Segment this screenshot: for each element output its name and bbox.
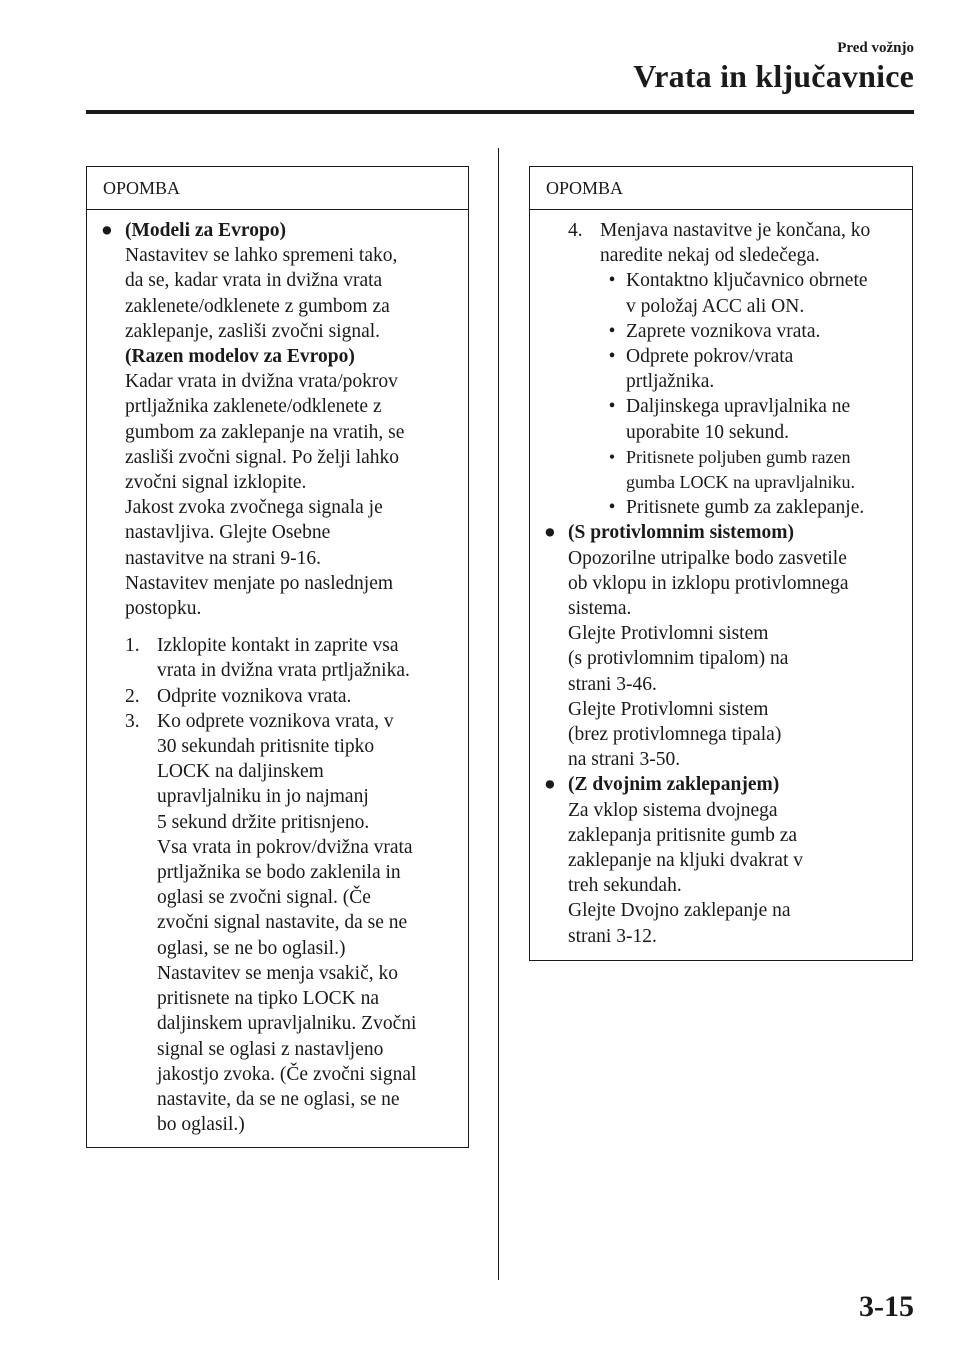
bullet-line: postopku. [125,598,202,620]
bullet-line: zvočni signal izklopite. [125,472,307,494]
step-line: LOCK na daljinskem [157,761,324,783]
sub-bullet-line: gumba LOCK na upravljalniku. [626,472,855,493]
section-title: Vrata in ključavnice [633,58,914,94]
bullet-line: Kadar vrata in dvižna vrata/pokrov [125,371,398,393]
bullet-line: Glejte Protivlomni sistem [568,698,769,720]
bullet-line: prtljažnika zaklenete/odklenete z [125,396,382,418]
bullet-item [544,772,906,948]
section-label: Pred vožnjo [837,40,914,56]
step-number: 2. [125,685,140,707]
bullet-icon: • [608,497,616,519]
bullet-line: Glejte Dvojno zaklepanje na [568,900,791,922]
bullet-icon: • [608,346,616,368]
sub-bullet-item [568,268,906,318]
sub-bullet-line: Pritisnete gumb za zaklepanje. [626,497,865,519]
bullet-item [544,520,906,772]
bullet-line: Opozorilne utripalke bodo zasvetile [568,547,847,569]
bullet-icon: • [608,396,616,418]
bullet-line: Za vklop sistema dvojnega [568,799,778,821]
bullet-icon: • [608,270,616,292]
header-rule [86,110,914,114]
step-item [125,633,462,683]
step-line: 30 sekundah pritisnite tipko [157,736,375,758]
step-number: 1. [125,635,140,657]
bullet-title: (Z dvojnim zaklepanjem) [568,774,780,796]
bullet-line: (s protivlomnim tipalom) na [568,648,789,670]
step-number: 4. [568,220,583,241]
step-line: upravljalniku in jo najmanj [157,786,369,808]
step-number: 3. [125,710,140,732]
sub-bullet-line: v položaj ACC ali ON. [626,295,805,317]
step-line: vrata in dvižna vrata prtljažnika. [157,660,410,682]
step-line: naredite nekaj od sledečega. [600,245,820,267]
bullet-line: da se, kadar vrata in dvižna vrata [125,270,383,292]
sub-bullet-line: Kontaktno ključavnico obrnete [626,270,868,292]
bullet-line: Jakost zvoka zvočnega signala je [125,497,383,519]
bullet-line: nastavitve na strani 9-16. [125,547,322,569]
sub-bullet-line: Pritisnete poljuben gumb razen [626,446,851,467]
bullet-title: (Modeli za Evropo) [125,220,287,241]
bullet-subtitle: (Razen modelov za Evropo) [125,346,355,368]
bullet-icon: ● [101,220,113,241]
step-line: nastavite, da se ne oglasi, se ne [157,1088,400,1110]
sub-bullet-item [568,319,906,344]
bullet-title: (S protivlomnim sistemom) [568,522,795,544]
bullet-line: strani 3-46. [568,673,657,695]
bullet-line: treh sekundah. [568,875,682,897]
sub-bullet-item [568,394,906,444]
bullet-line: na strani 3-50. [568,749,681,771]
step-line: bo oglasil.) [157,1114,245,1136]
step-line: Ko odprete voznikova vrata, v [157,710,394,732]
step-line: Odprite voznikova vrata. [157,685,352,707]
sub-bullet-line: uporabite 10 sekund. [626,421,790,443]
step-item [568,218,906,268]
note-box-right [529,166,913,961]
bullet-line: (brez protivlomnega tipala) [568,724,782,746]
step-line: prtljažnika se bodo zaklenila in [157,862,401,884]
step-line: jakostjo zvoka. (Če zvočni signal [157,1063,417,1085]
bullet-line: nastavljiva. Glejte Osebne [125,522,331,544]
note-body [87,210,468,1137]
step-line: signal se oglasi z nastavljeno [157,1038,384,1060]
step-line: oglasi se zvočni signal. (Če [157,887,371,909]
step-line: 5 sekund držite pritisnjeno. [157,811,370,833]
step-line: oglasi, se ne bo oglasil.) [157,937,346,959]
step-line: zvočni signal nastavite, da se ne [157,912,408,934]
step-line: Nastavitev se menja vsakič, ko [157,962,398,984]
bullet-line: zaklepanja pritisnite gumb za [568,824,798,846]
step-line: daljinskem upravljalniku. Zvočni [157,1013,417,1035]
sub-bullet-item [568,344,906,394]
bullet-line: ob vklopu in izklopu protivlomnega [568,572,849,594]
sub-bullet-line: prtljažnika. [626,371,715,393]
step-item [125,684,462,709]
bullet-line: zasliši zvočni signal. Po želji lahko [125,446,400,468]
bullet-line: gumbom za zaklepanje na vratih, se [125,421,405,443]
step-line: Izklopite kontakt in zaprite vsa [157,635,399,657]
bullet-icon: • [608,320,616,342]
sub-bullet-item [568,445,906,495]
note-body [530,210,912,949]
column-divider [498,148,499,1280]
step-line: Vsa vrata in pokrov/dvižna vrata [157,836,413,858]
sub-bullet-line: Daljinskega upravljalnika ne [626,396,851,418]
step-item [125,709,462,1137]
bullet-line: zaklenete/odklenete z gumbom za [125,295,390,317]
bullet-icon: • [608,446,616,467]
page-number: 3-15 [859,1290,914,1323]
note-heading: OPOMBA [530,167,912,210]
sub-bullet-line: Zaprete voznikova vrata. [626,320,821,342]
bullet-line: Nastavitev se lahko spremeni tako, [125,245,398,267]
step-line: pritisnete na tipko LOCK na [157,988,380,1010]
note-heading: OPOMBA [87,167,468,210]
step-line: Menjava nastavitve je končana, ko [600,220,871,241]
bullet-line: Glejte Protivlomni sistem [568,623,769,645]
sub-bullet-item [568,495,906,520]
bullet-line: sistema. [568,598,632,620]
bullet-item [101,218,462,1137]
bullet-line: strani 3-12. [568,925,657,947]
bullet-line: Nastavitev menjate po naslednjem [125,572,394,594]
bullet-line: zaklepanje na kljuki dvakrat v [568,850,803,872]
bullet-line: zaklepanje, zasliši zvočni signal. [125,320,381,342]
sub-bullet-line: Odprete pokrov/vrata [626,346,794,368]
bullet-icon: ● [544,522,556,544]
bullet-icon: ● [544,774,556,796]
note-box-left [86,166,469,1148]
